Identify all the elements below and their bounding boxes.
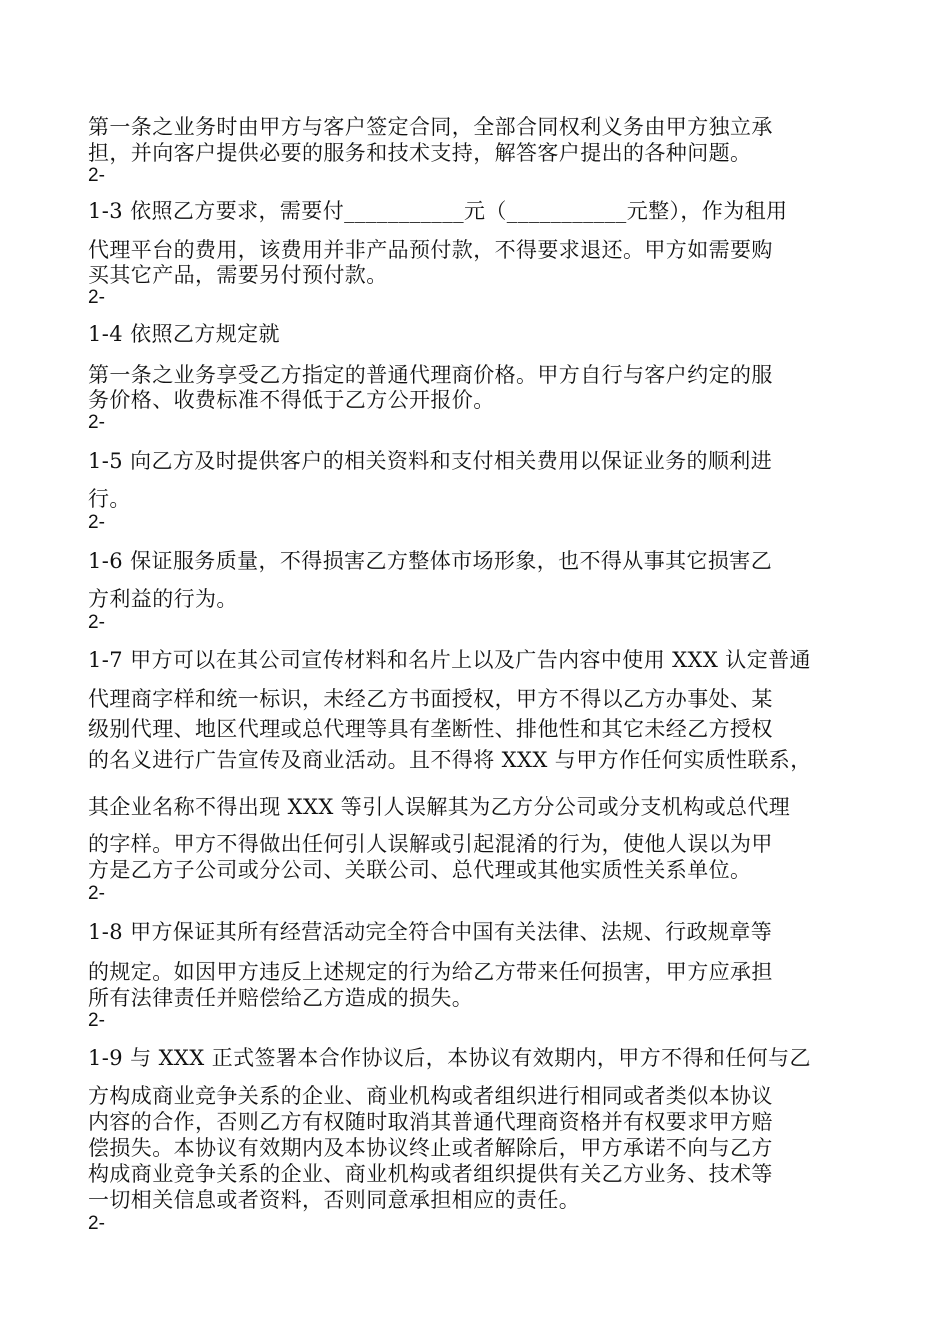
paragraph-1-marker: 2-: [88, 165, 105, 186]
paragraph-1-5-line-2: 行。: [88, 487, 131, 511]
paragraph-1-8-line-2: 的规定。如因甲方违反上述规定的行为给乙方带来任何损害，甲方应承担: [88, 960, 773, 984]
paragraph-1-9-marker: 2-: [88, 1213, 105, 1234]
paragraph-1-line-2: 担，并向客户提供必要的服务和技术支持，解答客户提出的各种问题。: [88, 141, 752, 165]
paragraph-1-4-line-1: 1-4 依照乙方规定就: [88, 322, 280, 346]
paragraph-1-4-line-2: 第一条之业务享受乙方指定的普通代理商价格。甲方自行与客户约定的服: [88, 363, 773, 387]
paragraph-1-9-line-6: 一切相关信息或者资料，否则同意承担相应的责任。: [88, 1188, 581, 1212]
paragraph-1-9-line-5: 构成商业竞争关系的企业、商业机构或者组织提供有关乙方业务、技术等: [88, 1162, 773, 1186]
paragraph-1-7-line-6: 的字样。甲方不得做出任何引人误解或引起混淆的行为，使他人误以为甲: [88, 832, 773, 856]
paragraph-1-6-marker: 2-: [88, 612, 105, 633]
paragraph-1-8-line-1: 1-8 甲方保证其所有经营活动完全符合中国有关法律、法规、行政规章等: [88, 920, 773, 944]
paragraph-1-5-line-1: 1-5 向乙方及时提供客户的相关资料和支付相关费用以保证业务的顺利进: [88, 449, 773, 473]
paragraph-1-7-line-1: 1-7 甲方可以在其公司宣传材料和名片上以及广告内容中使用 XXX 认定普通: [88, 648, 811, 672]
paragraph-1-3-line-1: 1-3 依照乙方要求，需要付___________元（___________元整），作为租用: [88, 199, 788, 223]
paragraph-1-3-line-2: 代理平台的费用，该费用并非产品预付款，不得要求退还。甲方如需要购: [88, 238, 773, 262]
paragraph-1-7-line-4: 的名义进行广告宣传及商业活动。且不得将 XXX 与甲方作任何实质性联系，: [88, 748, 812, 772]
paragraph-1-line-1: 第一条之业务时由甲方与客户签定合同，全部合同权利义务由甲方独立承: [88, 115, 773, 139]
paragraph-1-9-line-2: 方构成商业竞争关系的企业、商业机构或者组织进行相同或者类似本协议: [88, 1084, 773, 1108]
paragraph-1-3-marker: 2-: [88, 287, 105, 308]
paragraph-1-4-marker: 2-: [88, 412, 105, 433]
paragraph-1-9-line-4: 偿损失。本协议有效期内及本协议终止或者解除后，甲方承诺不向与乙方: [88, 1136, 773, 1160]
paragraph-1-6-line-1: 1-6 保证服务质量，不得损害乙方整体市场形象，也不得从事其它损害乙: [88, 549, 773, 573]
paragraph-1-8-marker: 2-: [88, 1010, 105, 1031]
paragraph-1-7-line-3: 级别代理、地区代理或总代理等具有垄断性、排他性和其它未经乙方授权: [88, 717, 773, 741]
paragraph-1-7-marker: 2-: [88, 883, 105, 904]
paragraph-1-3-line-3: 买其它产品，需要另付预付款。: [88, 263, 388, 287]
paragraph-1-4-line-3: 务价格、收费标准不得低于乙方公开报价。: [88, 388, 495, 412]
paragraph-1-6-line-2: 方利益的行为。: [88, 587, 238, 611]
paragraph-1-5-marker: 2-: [88, 512, 105, 533]
paragraph-1-8-line-3: 所有法律责任并赔偿给乙方造成的损失。: [88, 986, 474, 1010]
paragraph-1-7-line-5: 其企业名称不得出现 XXX 等引人误解其为乙方分公司或分支机构或总代理: [88, 795, 791, 819]
paragraph-1-7-line-2: 代理商字样和统一标识，未经乙方书面授权，甲方不得以乙方办事处、某: [88, 687, 773, 711]
paragraph-1-9-line-1: 1-9 与 XXX 正式签署本合作协议后，本协议有效期内，甲方不得和任何与乙: [88, 1046, 811, 1070]
paragraph-1-9-line-3: 内容的合作，否则乙方有权随时取消其普通代理商资格并有权要求甲方赔: [88, 1110, 773, 1134]
paragraph-1-7-line-7: 方是乙方子公司或分公司、关联公司、总代理或其他实质性关系单位。: [88, 858, 752, 882]
